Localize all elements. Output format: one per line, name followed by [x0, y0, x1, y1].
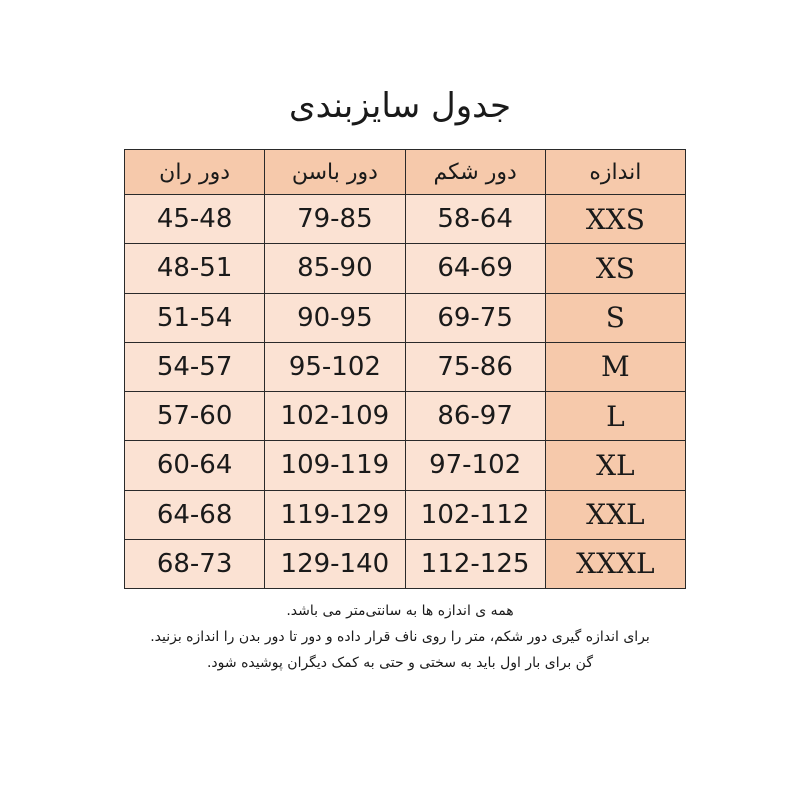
thigh-cell: 60-64: [125, 441, 265, 490]
waist-cell: 75-86: [405, 342, 545, 391]
waist-cell: 97-102: [405, 441, 545, 490]
note-units: همه ی اندازه ها به سانتی‌متر می باشد.: [286, 603, 514, 619]
waist-cell: 86-97: [405, 392, 545, 441]
header-waist: دور شکم: [405, 150, 545, 195]
hip-cell: 129-140: [265, 539, 405, 588]
table-row: [125, 293, 686, 342]
thigh-cell: 54-57: [125, 342, 265, 391]
header-hip: دور باسن: [265, 150, 405, 195]
size-cell: M: [545, 342, 685, 391]
size-cell: XXL: [545, 490, 685, 539]
waist-cell: 102-112: [405, 490, 545, 539]
waist-cell: 112-125: [405, 539, 545, 588]
header-thigh: دور ران: [125, 150, 265, 195]
thigh-cell: 64-68: [125, 490, 265, 539]
size-cell: XXS: [545, 195, 685, 244]
waist-cell: 58-64: [405, 195, 545, 244]
thigh-cell: 57-60: [125, 392, 265, 441]
waist-cell: 64-69: [405, 244, 545, 293]
table-row: [125, 392, 686, 441]
page-title: جدول سایزبندی: [288, 86, 512, 126]
size-cell: XXXL: [545, 539, 685, 588]
size-cell: XL: [545, 441, 685, 490]
table-row: [125, 244, 686, 293]
thigh-cell: 48-51: [125, 244, 265, 293]
thigh-cell: 51-54: [125, 293, 265, 342]
size-cell: S: [545, 293, 685, 342]
size-cell: L: [545, 392, 685, 441]
table-row: [125, 539, 686, 588]
thigh-cell: 45-48: [125, 195, 265, 244]
table-row: [125, 342, 686, 391]
hip-cell: 102-109: [265, 392, 405, 441]
table-row: [125, 195, 686, 244]
waist-cell: 69-75: [405, 293, 545, 342]
note-measuring: برای اندازه گیری دور شکم، متر را روی ناف قرار داده و دور تا دور بدن را اندازه بزنید.: [150, 629, 650, 645]
table-header-row: [125, 150, 686, 195]
notes: [100, 598, 700, 676]
table-row: [125, 490, 686, 539]
hip-cell: 90-95: [265, 293, 405, 342]
hip-cell: 109-119: [265, 441, 405, 490]
hip-cell: 85-90: [265, 244, 405, 293]
size-cell: XS: [545, 244, 685, 293]
header-size: اندازه: [545, 150, 685, 195]
thigh-cell: 68-73: [125, 539, 265, 588]
hip-cell: 95-102: [265, 342, 405, 391]
hip-cell: 79-85: [265, 195, 405, 244]
note-first-wear: گن برای بار اول باید به سختی و حتی به کمک دیگران پوشیده شود.: [206, 655, 594, 671]
size-chart-table: [124, 149, 686, 589]
hip-cell: 119-129: [265, 490, 405, 539]
table-row: [125, 441, 686, 490]
